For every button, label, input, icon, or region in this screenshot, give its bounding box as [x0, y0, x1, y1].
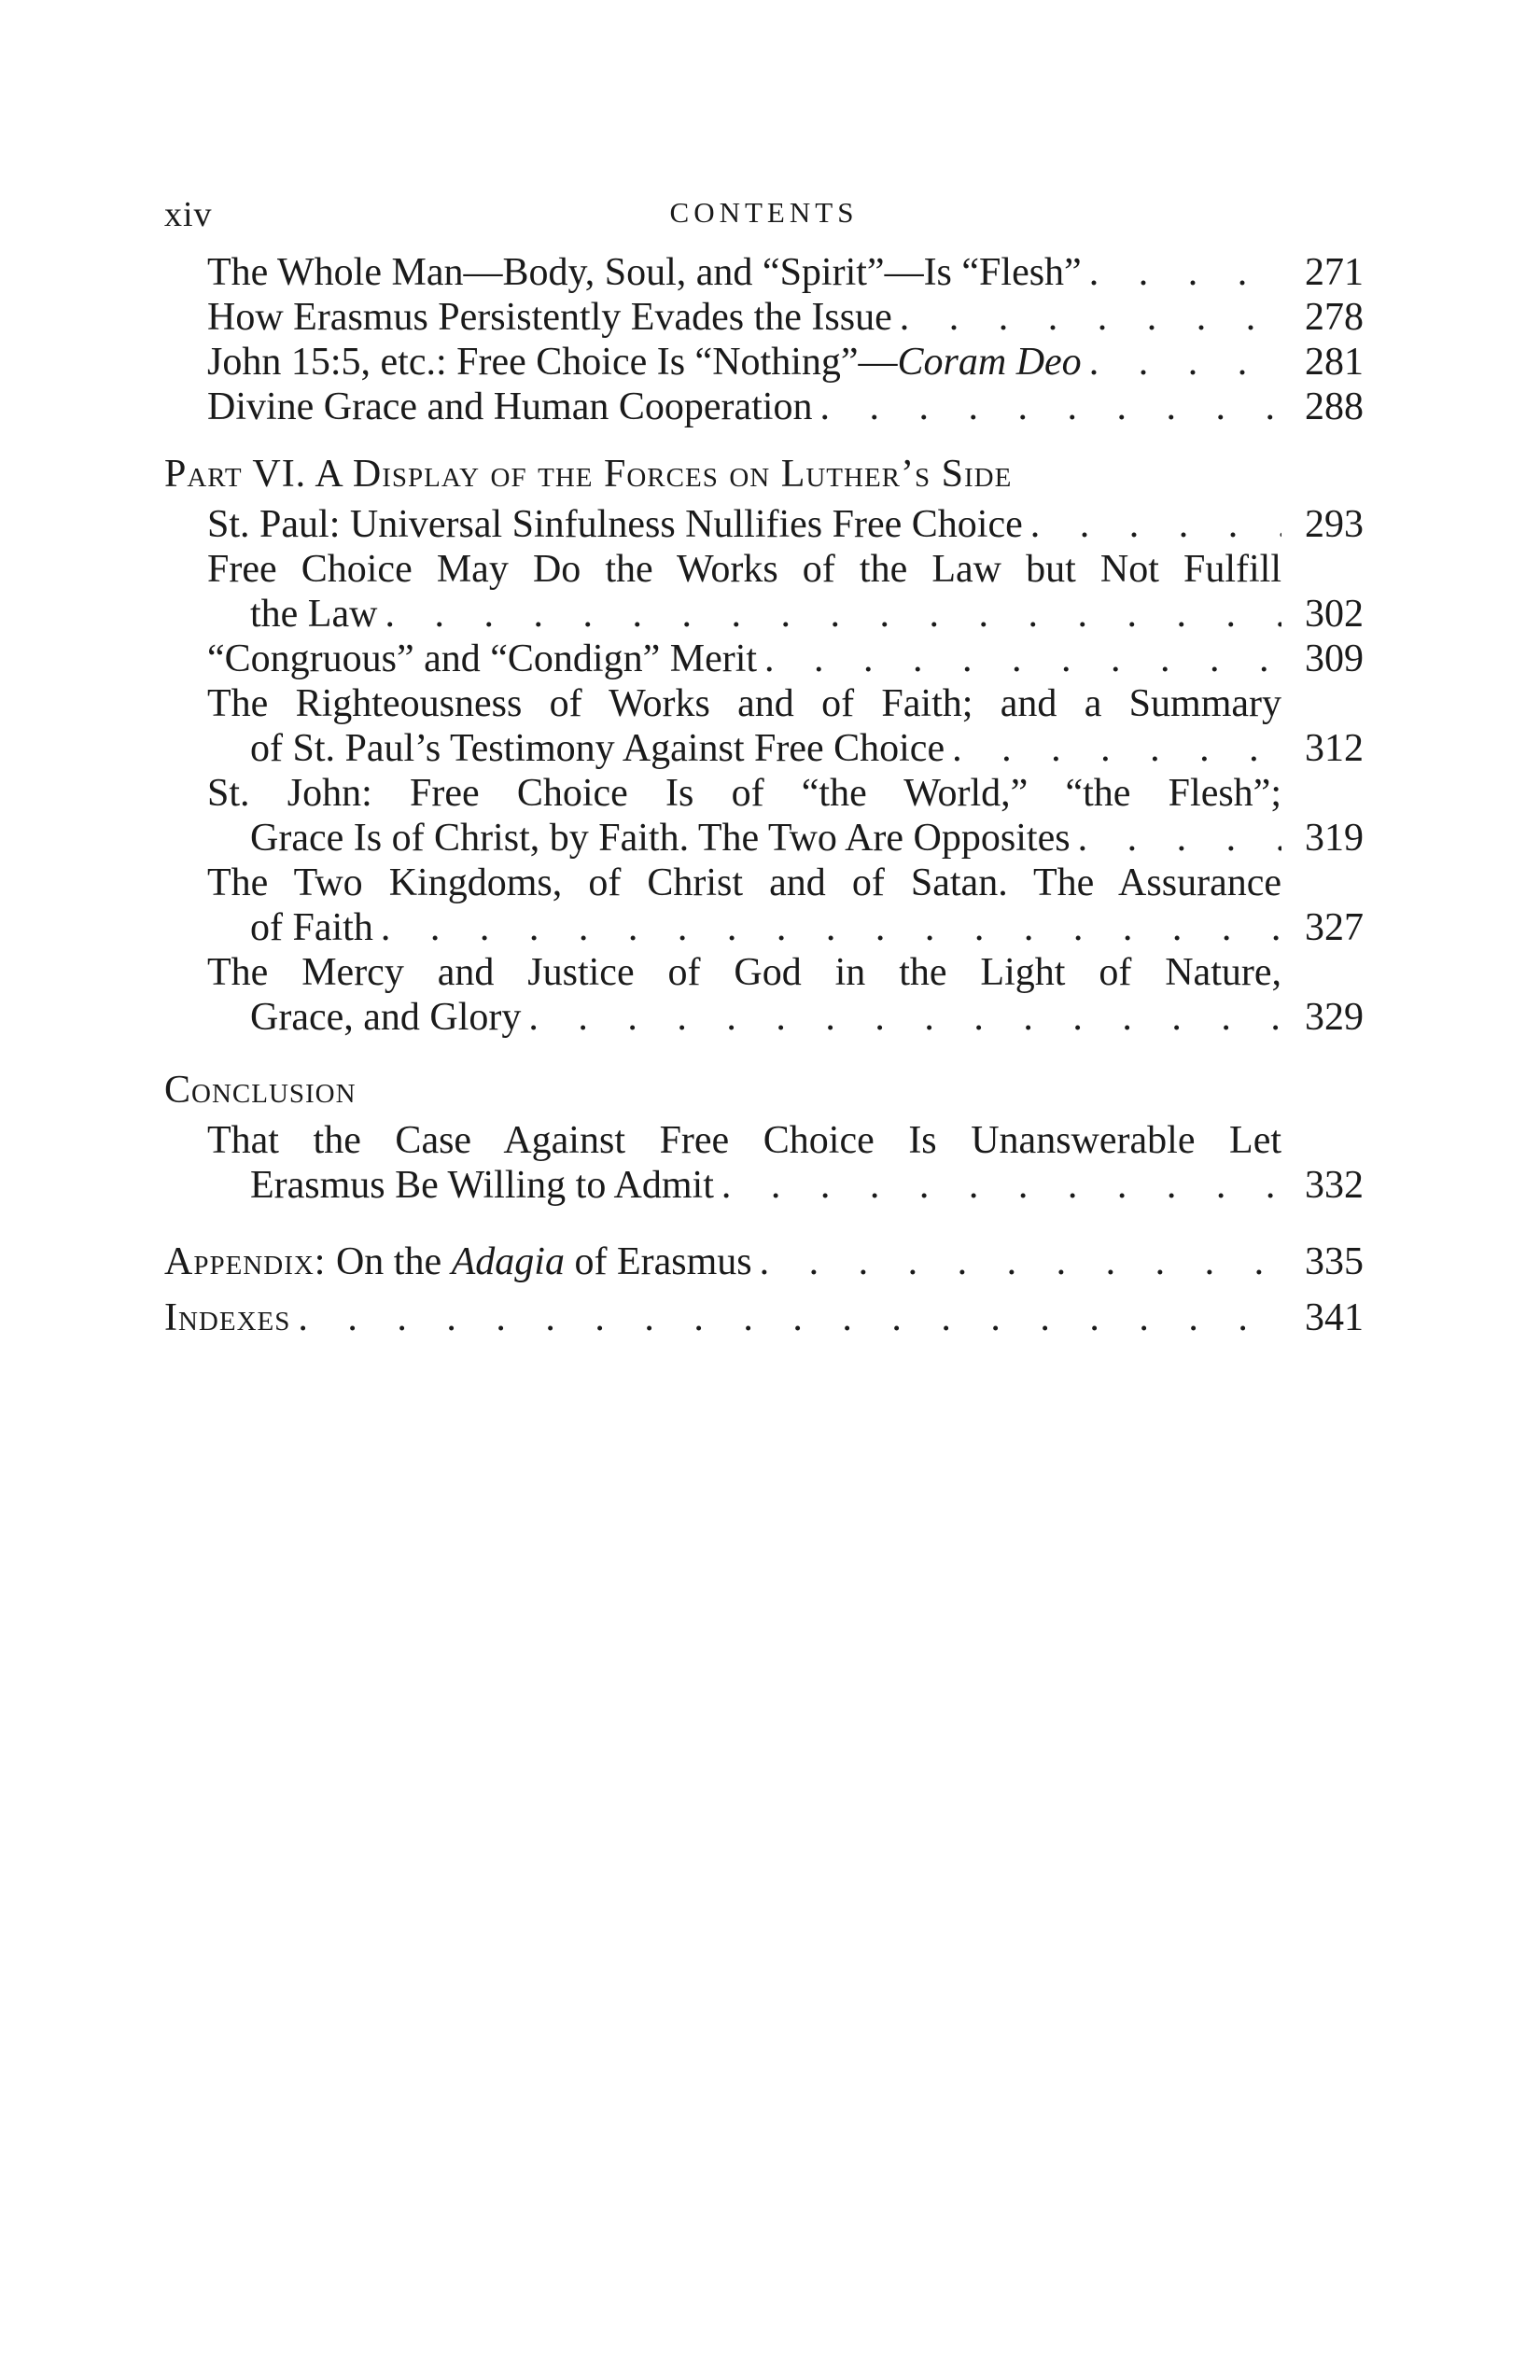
toc-page-number: 293 [1305, 503, 1364, 546]
toc-entry-title-last: of St. Paul’s Testimony Against Free Choice [250, 727, 945, 770]
toc-page-number: 312 [1305, 727, 1364, 770]
leader-dots [1082, 340, 1281, 385]
toc-entry-title-last: of Faith [250, 906, 373, 949]
spacer [164, 1208, 1364, 1239]
toc-entry [164, 385, 1364, 429]
leader-dots [1082, 250, 1281, 295]
toc-entry [164, 547, 1364, 637]
toc-entry-title-line: St. John: Free Choice Is of “the World,” “the Flesh”; [207, 772, 1281, 815]
toc-entry-title: “Congruous” and “Condign” Merit [207, 637, 758, 680]
toc-page-number: 335 [1305, 1240, 1364, 1283]
toc-entry-title-line: The Righteousness of Works and of Faith; and a Summary [207, 682, 1281, 725]
toc-entry-title-italic: Coram Deo [897, 341, 1082, 384]
leader-dots [812, 385, 1281, 429]
leader-dots [290, 1295, 1281, 1340]
appendix-title-italic: Adagia [451, 1240, 565, 1283]
toc-page-number: 271 [1305, 251, 1364, 294]
leader-dots [521, 995, 1281, 1040]
page-folio: xiv [164, 195, 213, 234]
toc-entry [164, 295, 1364, 340]
appendix-title-c: of Erasmus [574, 1240, 752, 1283]
toc-entry [164, 340, 1364, 385]
toc-entry-title [164, 1239, 752, 1284]
leader-dots [1023, 502, 1281, 547]
toc-entry [164, 950, 1364, 1040]
toc-page-number: 309 [1305, 637, 1364, 680]
toc-entry [164, 1118, 1364, 1208]
toc-entry [164, 250, 1364, 295]
conclusion-heading: Conclusion [164, 1069, 357, 1112]
toc-entry-title: How Erasmus Persistently Evades the Issue [207, 296, 892, 339]
toc-entry-title-last: the Law [250, 593, 378, 636]
toc-entry-title-part: John 15:5, etc.: Free Choice Is “Nothing”— [207, 341, 898, 384]
indexes-label: Indexes [164, 1296, 291, 1339]
toc-entry [164, 771, 1364, 861]
leader-dots [757, 637, 1281, 681]
toc-entry-title-line: That the Case Against Free Choice Is Unanswerable Let [207, 1119, 1281, 1162]
toc-entry-title-last: Grace Is of Christ, by Faith. The Two Are Opposites [250, 817, 1071, 860]
appendix-label: Appendix: [164, 1240, 327, 1283]
toc-page-number: 278 [1305, 296, 1364, 339]
toc-page-number: 327 [1305, 906, 1364, 949]
toc-entry-appendix [164, 1239, 1364, 1284]
toc-page-number: 319 [1305, 817, 1364, 860]
leader-dots [1071, 816, 1281, 861]
toc-entry [164, 637, 1364, 681]
toc-entry-indexes [164, 1295, 1364, 1340]
leader-dots [373, 905, 1281, 950]
appendix-title-a: On the [335, 1240, 442, 1283]
part-heading: Part VI. A Display of the Forces on Luther’s Side [164, 453, 1013, 496]
table-of-contents [164, 250, 1364, 1340]
toc-entry [164, 681, 1364, 771]
running-title: CONTENTS [669, 196, 859, 229]
toc-page-number: 341 [1305, 1296, 1364, 1339]
toc-entry-title: The Whole Man—Body, Soul, and “Spirit”—Is “Flesh” [207, 251, 1082, 294]
toc-entry-title: Divine Grace and Human Cooperation [207, 385, 813, 428]
leader-dots [714, 1163, 1281, 1208]
toc-page-number: 281 [1305, 341, 1364, 384]
toc-page-number: 329 [1305, 996, 1364, 1039]
toc-entry-title-line: The Mercy and Justice of God in the Light of Nature, [207, 951, 1281, 994]
toc-entry [164, 502, 1364, 547]
toc-entry-title: St. Paul: Universal Sinfulness Nullifies Free Choice [207, 503, 1023, 546]
leader-dots [892, 295, 1281, 340]
leader-dots [377, 592, 1281, 637]
page-header [164, 194, 1364, 241]
toc-entry-title [207, 340, 1082, 385]
toc-page-number: 302 [1305, 593, 1364, 636]
spacer [164, 1284, 1364, 1295]
toc-entry-title-last: Erasmus Be Willing to Admit [250, 1164, 714, 1207]
toc-page-number: 288 [1305, 385, 1364, 428]
toc-page-number: 332 [1305, 1164, 1364, 1207]
toc-entry-title-line: The Two Kingdoms, of Christ and of Satan. The Assurance [207, 861, 1281, 904]
toc-entry-title-line: Free Choice May Do the Works of the Law but Not Fulfill [207, 548, 1281, 591]
toc-entry-title-last: Grace, and Glory [250, 996, 522, 1039]
leader-dots [945, 726, 1281, 771]
leader-dots [752, 1239, 1281, 1284]
toc-entry [164, 861, 1364, 950]
